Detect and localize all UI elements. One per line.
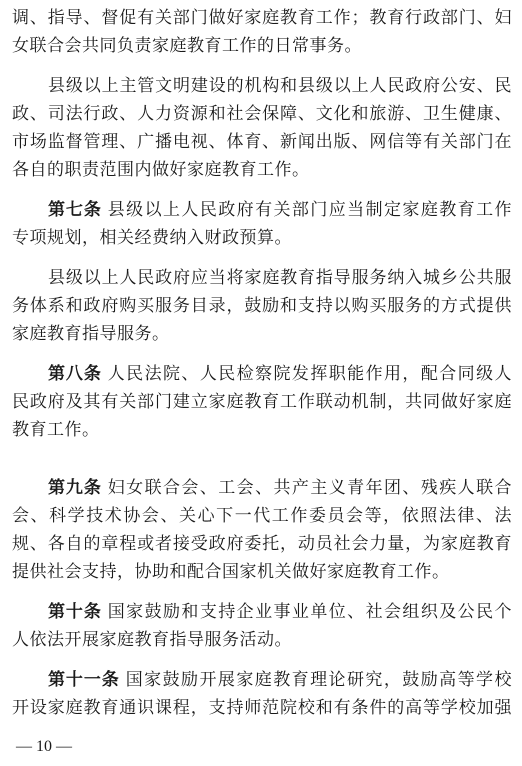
text-line: 政、司法行政、人力资源和社会保障、文化和旅游、卫生健康、 (12, 104, 512, 124)
article-label: 第十条 (48, 602, 102, 622)
text-line: 县级以上人民政府应当将家庭教育指导服务纳入城乡公共服 (48, 268, 512, 288)
text-line: 教育工作。 (12, 420, 100, 440)
text-line: 专项规划，相关经费纳入财政预算。 (12, 228, 292, 248)
text-line: 调、指导、督促有关部门做好家庭教育工作；教育行政部门、妇 (12, 8, 512, 28)
text-line: 各自的职责范围内做好家庭教育工作。 (12, 160, 310, 180)
text-span: 人民法院、人民检察院发挥职能作用，配合同级人 (107, 364, 512, 384)
text-line: 民政府及其有关部门建立家庭教育工作联动机制，共同做好家庭 (12, 392, 512, 412)
article-7-line (12, 196, 512, 224)
article-label: 第十一条 (48, 670, 120, 690)
text-span: 国家鼓励和支持企业事业单位、社会组织及公民个 (107, 602, 512, 622)
page-number: — 10 — (16, 738, 72, 755)
text-line: 提供社会支持，协助和配合国家机关做好家庭教育工作。 (12, 562, 450, 582)
text-line: 开设家庭教育通识课程，支持师范院校和有条件的高等学校加强 (12, 698, 512, 718)
article-label: 第八条 (48, 364, 102, 384)
text-line: 市场监督管理、广播电视、体育、新闻出版、网信等有关部门在 (12, 132, 512, 152)
text-line: 县级以上主管文明建设的机构和县级以上人民政府公安、民 (48, 76, 512, 96)
article-8-line (12, 360, 512, 388)
article-11-line (12, 666, 512, 694)
text-line: 人依法开展家庭教育指导服务活动。 (12, 630, 292, 650)
text-line: 女联合会共同负责家庭教育工作的日常事务。 (12, 36, 362, 56)
article-label: 第七条 (48, 200, 102, 220)
text-span: 县级以上人民政府有关部门应当制定家庭教育工作 (107, 200, 512, 220)
text-line: 家庭教育指导服务。 (12, 324, 170, 344)
text-line: 规、各自的章程或者接受政府委托，动员社会力量，为家庭教育 (12, 534, 512, 554)
text-line: 会、科学技术协会、关心下一代工作委员会等，依照法律、法 (12, 506, 512, 526)
text-span: 妇女联合会、工会、共产主义青年团、残疾人联合 (107, 478, 512, 498)
text-line: 务体系和政府购买服务目录，鼓励和支持以购买服务的方式提供 (12, 296, 512, 316)
article-10-line (12, 598, 512, 626)
article-label: 第九条 (48, 478, 102, 498)
text-span: 国家鼓励开展家庭教育理论研究，鼓励高等学校 (125, 670, 512, 690)
article-9-line (12, 474, 512, 502)
